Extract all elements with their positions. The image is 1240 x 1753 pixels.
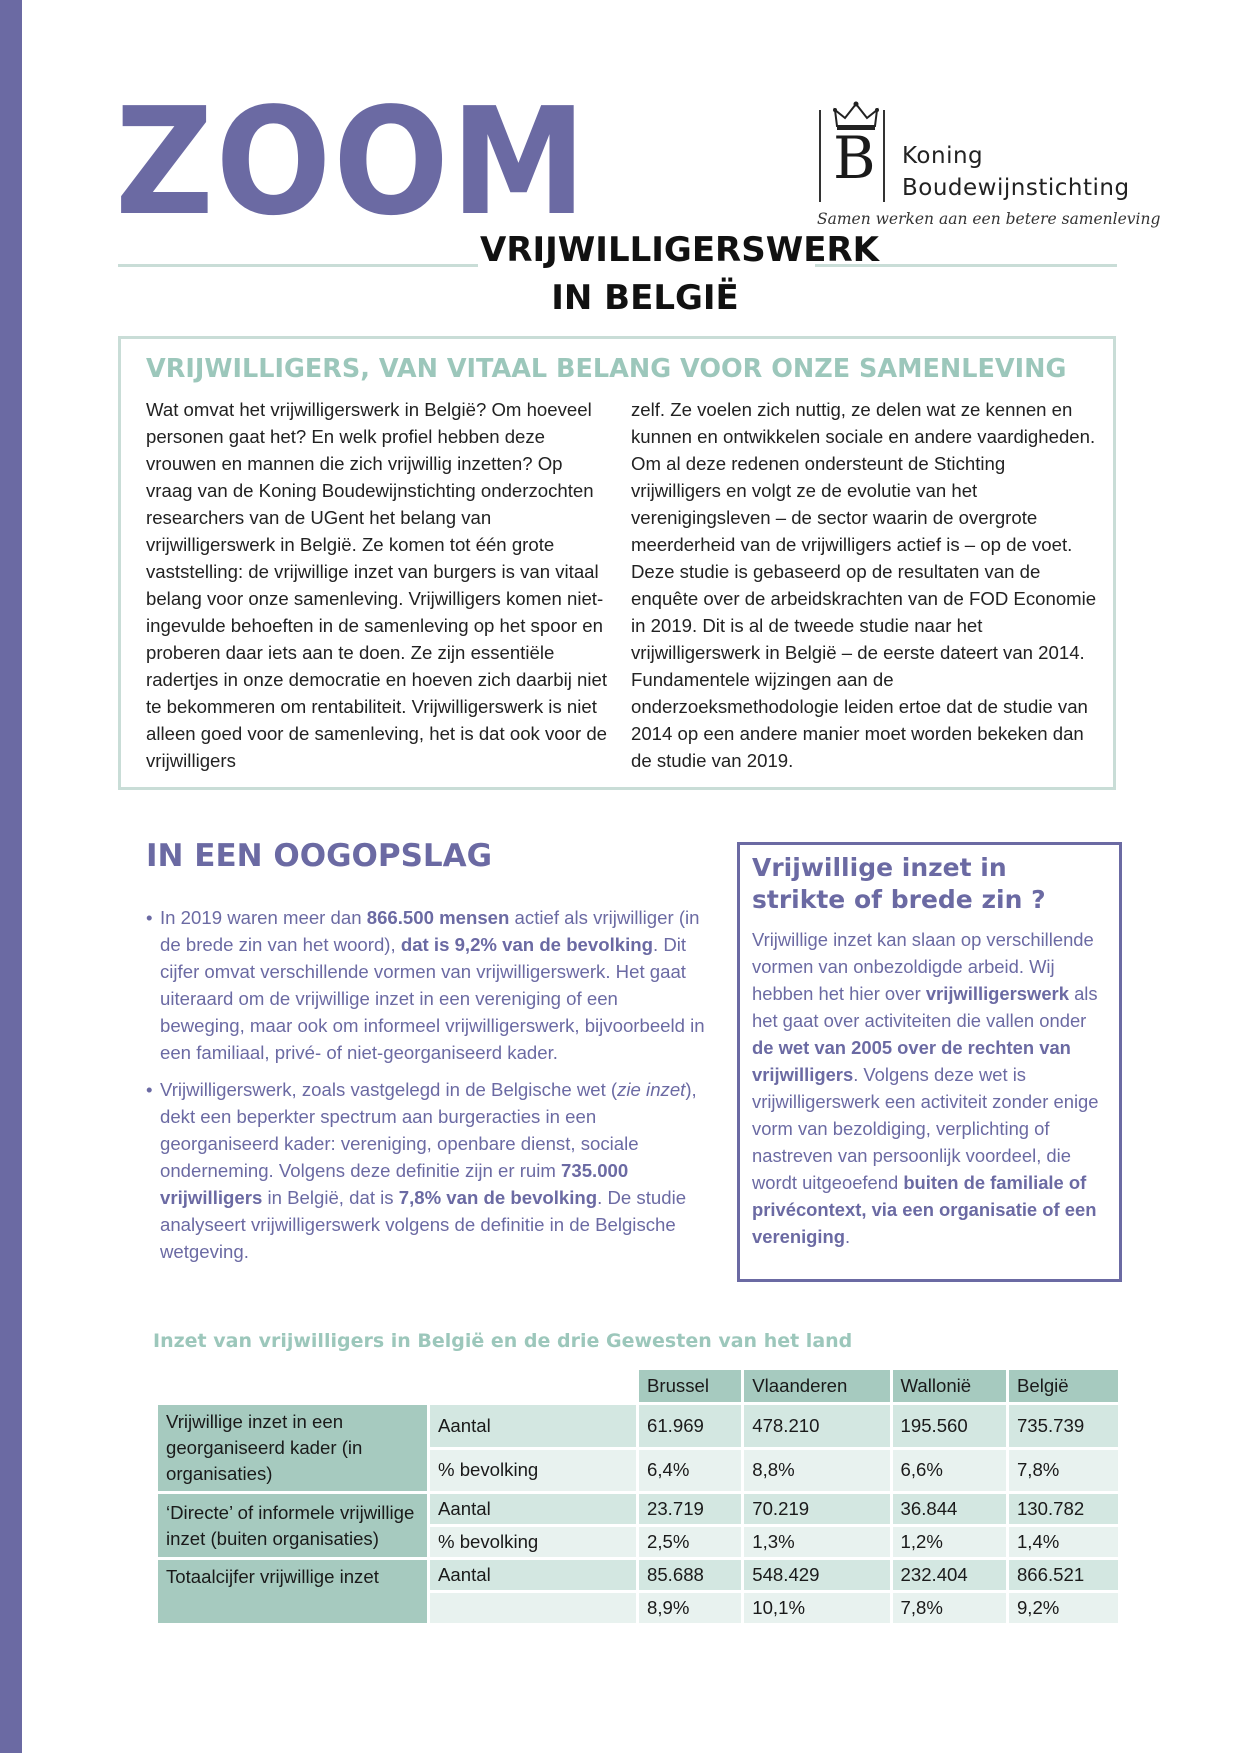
table-cell: 195.560 bbox=[891, 1404, 1007, 1449]
subtitle-line-1: VRIJWILLIGERSWERK bbox=[480, 230, 879, 270]
volunteer-table bbox=[155, 1367, 1121, 1626]
table-column-header: Wallonië bbox=[891, 1369, 1007, 1404]
table-group-label: Vrijwillige inzet in een georganiseerd kader (in organisaties) bbox=[157, 1404, 429, 1493]
table-cell: 85.688 bbox=[638, 1559, 743, 1592]
table-cell: 7,8% bbox=[891, 1592, 1007, 1625]
definition-box-body: Vrijwillige inzet kan slaan op verschillende vormen van onbezoldigde arbeid. Wij hebben het hier over vrijwilligerswerk als het gaat over activiteiten die vallen onder de wet van 2005 over de rechten van vrijwilligers. Volgens deze wet is vrijwilligerswerk een activiteit zonder enige vorm van bezoldiging, verplichting of nastreven van persoonlijk voordeel, die wordt uitgeoefend buiten de familiale of privécontext, via een organisatie of een vereniging. bbox=[752, 929, 1099, 1247]
kbs-logo bbox=[817, 100, 1161, 240]
document-subtitle bbox=[480, 226, 879, 322]
table-caption: Inzet van vrijwilligers in België en de drie Gewesten van het land bbox=[153, 1330, 853, 1352]
divider-left bbox=[118, 264, 478, 267]
table-measure-cell bbox=[429, 1592, 638, 1625]
overview-heading: IN EEN OOGOPSLAG bbox=[146, 838, 493, 874]
table-cell: 23.719 bbox=[638, 1493, 743, 1526]
table-cell: 7,8% bbox=[1007, 1448, 1119, 1493]
table-group-label: ‘Directe’ of informele vrijwillige inzet (buiten organisaties) bbox=[157, 1493, 429, 1559]
table-cell: 6,6% bbox=[891, 1448, 1007, 1493]
table-column-header: Vlaanderen bbox=[743, 1369, 891, 1404]
table-row bbox=[157, 1559, 1120, 1592]
table-measure-cell: Aantal bbox=[429, 1404, 638, 1449]
table-cell: 1,3% bbox=[743, 1526, 891, 1559]
table-cell: 10,1% bbox=[743, 1592, 891, 1625]
table-cell: 2,5% bbox=[638, 1526, 743, 1559]
intro-heading: VRIJWILLIGERS, VAN VITAAL BELANG VOOR ONZE SAMENLEVING bbox=[146, 354, 1067, 384]
definition-box-title: Vrijwillige inzet in strikte of brede zin ? bbox=[752, 853, 1046, 914]
logo-rule-left bbox=[819, 110, 821, 202]
table-cell: 9,2% bbox=[1007, 1592, 1119, 1625]
table-measure-cell: % bevolking bbox=[429, 1526, 638, 1559]
side-accent-bar bbox=[0, 0, 22, 1753]
table-measure-cell: Aantal bbox=[429, 1559, 638, 1592]
table-cell: 1,2% bbox=[891, 1526, 1007, 1559]
table-cell: 232.404 bbox=[891, 1559, 1007, 1592]
logo-rule-right bbox=[883, 110, 885, 202]
overview-bullet-2: • Vrijwilligerswerk, zoals vastgelegd in de Belgische wet (zie inzet), dekt een beperkter spectrum aan burgeracties in een georganiseerd kader: vereniging, openbare dienst, sociale onderneming. Volgens deze definitie zijn er ruim 735.000 vrijwilligers in België, dat is 7,8% van de bevolking. De studie analyseert vrijwilligerswerk volgens de definitie in de Belgische wetgeving. bbox=[146, 1076, 706, 1265]
table-group-label: Totaalcijfer vrijwillige inzet bbox=[157, 1559, 429, 1625]
table-cell: 8,9% bbox=[638, 1592, 743, 1625]
table-cell: 130.782 bbox=[1007, 1493, 1119, 1526]
table-column-header: Brussel bbox=[638, 1369, 743, 1404]
table-corner bbox=[157, 1369, 429, 1404]
table-cell: 6,4% bbox=[638, 1448, 743, 1493]
zoom-title: ZOOM bbox=[115, 76, 589, 248]
table-cell: 735.739 bbox=[1007, 1404, 1119, 1449]
table-measure-cell: Aantal bbox=[429, 1493, 638, 1526]
table-column-header: België bbox=[1007, 1369, 1119, 1404]
table-cell: 478.210 bbox=[743, 1404, 891, 1449]
table-cell: 548.429 bbox=[743, 1559, 891, 1592]
logo-tagline: Samen werken aan een betere samenleving bbox=[817, 210, 1161, 228]
subtitle-line-2: IN BELGIË bbox=[551, 278, 739, 318]
table-cell: 866.521 bbox=[1007, 1559, 1119, 1592]
table-cell: 8,8% bbox=[743, 1448, 891, 1493]
table-cell: 36.844 bbox=[891, 1493, 1007, 1526]
intro-column-left: Wat omvat het vrijwilligerswerk in België? Om hoeveel personen gaat het? En welk profiel hebben deze vrouwen en mannen die zich vrijwillig inzetten? Op vraag van de Koning Boudewijnstichting onderzochten researchers van de UGent het belang van vrijwilligerswerk in België. Ze komen tot één grote vaststelling: de vrijwillige inzet van burgers is van vitaal belang voor onze samenleving. Vrijwilligers komen niet-ingevulde behoeften in de samenleving op het spoor en proberen daar iets aan te doen. Ze zijn essentiële radertjes in onze democratie en hoeven zich daarbij niet te bekommeren om rentabiliteit. Vrijwilligerswerk is niet alleen goed voor de samenleving, het is dat ook voor de vrijwilligers bbox=[146, 399, 608, 771]
table-row bbox=[157, 1404, 1120, 1449]
logo-name-line-2: Boudewijnstichting bbox=[902, 175, 1130, 201]
table-corner bbox=[429, 1369, 638, 1404]
table-cell: 61.969 bbox=[638, 1404, 743, 1449]
table-row bbox=[157, 1493, 1120, 1526]
logo-name-line-1: Koning bbox=[902, 143, 984, 169]
logo-name bbox=[902, 140, 1130, 204]
overview-bullet-1: • In 2019 waren meer dan 866.500 mensen actief als vrijwilliger (in de brede zin van het woord), dat is 9,2% van de bevolking. Dit cijfer omvat verschillende vormen van vrijwilligerswerk. Het gaat uiteraard om de vrijwillige inzet in een vereniging of een beweging, maar ook om informeel vrijwilligerswerk, bijvoorbeeld in een familiaal, privé- of niet-georganiseerd kader. bbox=[146, 904, 706, 1066]
intro-column-right: zelf. Ze voelen zich nuttig, ze delen wat ze kennen en kunnen en ontwikkelen sociale en andere vaardigheden. Om al deze redenen ondersteunt de Stichting vrijwilligers en volgt ze de evolutie van het verenigingsleven – de sector waarin de overgrote meerderheid van de vrijwilligers actief is – op de voet. Deze studie is gebaseerd op de resultaten van de enquête over de arbeidskrachten van de FOD Economie in 2019. Dit is al de tweede studie naar het vrijwilligerswerk in België – de eerste dateert van 2014. Fundamentele wijzingen aan de onderzoeksmethodologie leiden ertoe dat de studie van 2014 op een andere manier moet worden bekeken dan de studie van 2019. bbox=[631, 399, 1097, 771]
table-cell: 1,4% bbox=[1007, 1526, 1119, 1559]
table-measure-cell: % bevolking bbox=[429, 1448, 638, 1493]
overview-bullets bbox=[146, 904, 706, 1275]
logo-letter: B bbox=[833, 124, 876, 192]
table-cell: 70.219 bbox=[743, 1493, 891, 1526]
table-header-row bbox=[157, 1369, 1120, 1404]
